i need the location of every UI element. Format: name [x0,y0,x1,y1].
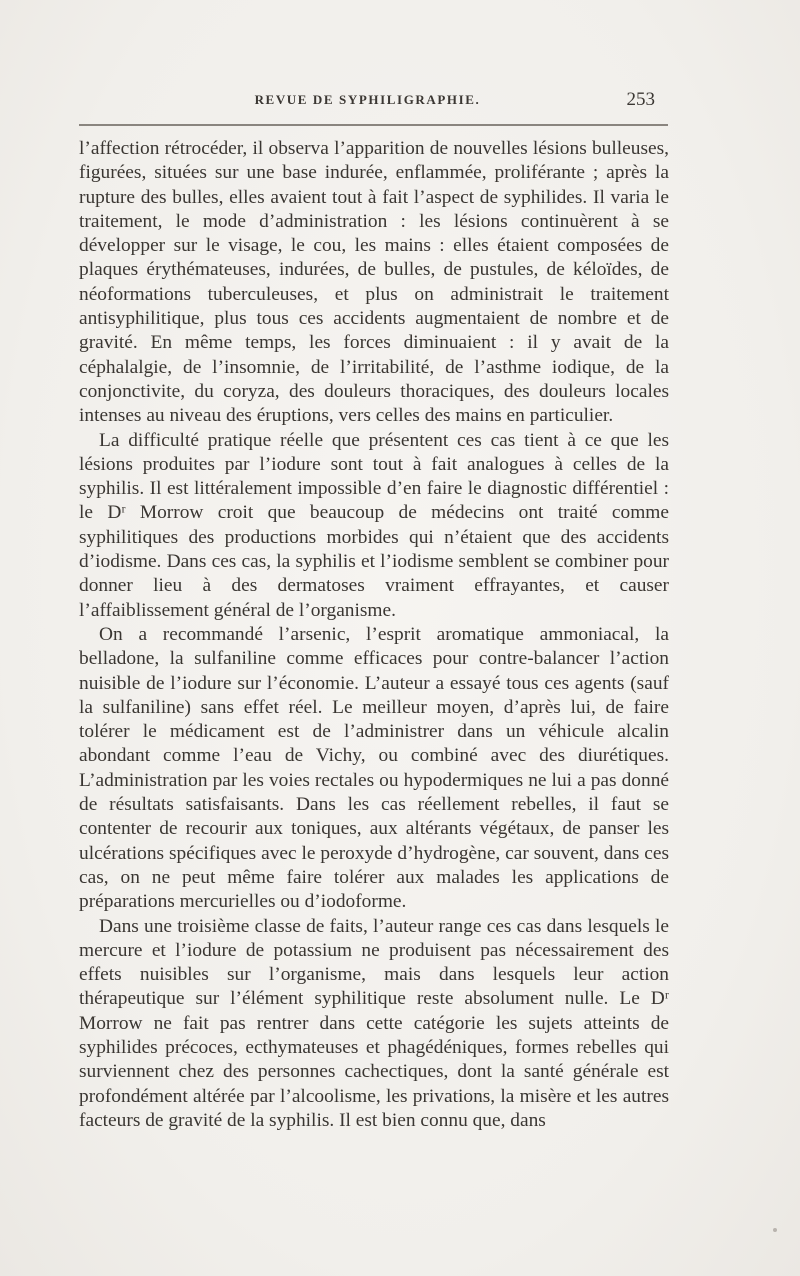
paper-speck [773,1228,777,1232]
running-header [80,89,655,112]
article-body [79,137,669,1133]
paragraph-third-class: Dans une troisième classe de faits, l’auteur range ces cas dans lesquels le mercure et l’iodure de potassium ne produisent pas nécessairement des effets nuisibles sur l’organisme, mais dans lesquels leur action thérapeutique sur l’élément syphilitique reste absolument nulle. Le Dʳ Morrow ne fait pas rentrer dans cette catégorie les sujets atteints de syphilides précoces, ecthymateuses et phagédéniques, formes rebelles qui surviennent chez des personnes cachectiques, dont la santé générale est profondément altérée par l’alcoolisme, les privations, la misère et les autres facteurs de gravité de la syphilis. Il est bien connu que, dans [79,915,669,1131]
header-rule [79,124,668,126]
paragraph-diagnosis: La difficulté pratique réelle que présentent ces cas tient à ce que les lésions produites par l’iodure sont tout à fait analogues à celles de la syphilis. Il est littéralement impossible d’en faire le diagnostic différentiel : le Dʳ Morrow croit que beaucoup de médecins ont traité comme syphilitiques des productions morbides qui n’étaient que des accidents d’iodisme. Dans ces cas, la syphilis et l’iodisme semblent se combiner pour donner lieu à des dermatoses vraiment effrayantes, et causer l’affaiblissement général de l’organisme. [79,429,669,621]
journal-title: REVUE DE SYPHILIGRAPHIE. [254,92,481,107]
paragraph-continued: l’affection rétrocéder, il observa l’apparition de nouvelles lésions bulleuses, figurées, situées sur une base indurée, enflammée, proliférante ; après la rupture des bulles, elles avaient tout à fait l’aspect de syphilides. Il varia le traitement, le mode d’administration : les lésions continuèrent à se développer sur le visage, le cou, les mains : elles étaient composées de plaques érythémateuses, indurées, de bulles, de pustules, de kéloïdes, de néoformations tuberculeuses, et plus on administrait le traitement antisyphilitique, plus tous ces accidents augmentaient de nombre et de gravité. En même temps, les forces diminuaient : il y avait de la céphalalgie, de l’insomnie, de l’irritabilité, de l’asthme iodique, de la conjonctivite, du coryza, des douleurs thoraciques, des douleurs locales intenses au niveau des éruptions, vers celles des mains en particulier. [79,138,669,427]
paragraph-treatment: On a recommandé l’arsenic, l’esprit aromatique ammoniacal, la belladone, la sulfaniline comme efficaces pour contre-balancer l’action nuisible de l’iodure sur l’économie. L’auteur a essayé tous ces agents (sauf la sulfaniline) sans effet réel. Le meilleur moyen, d’après lui, de faire tolérer le médicament est de l’administrer dans un véhicule alcalin abondant comme l’eau de Vichy, ou combiné avec des diurétiques. L’administration par les voies rectales ou hypodermiques ne lui a pas donné de résultats satisfaisants. Dans les cas réellement rebelles, il faut se contenter de recourir aux toniques, aux altérants végétaux, de panser les ulcérations spécifiques avec le peroxyde d’hydrogène, car souvent, dans ces cas, on ne peut même faire tolérer aux malades les applications de préparations mercurielles ou d’iodoforme. [79,623,669,913]
page-number: 253 [626,89,655,110]
